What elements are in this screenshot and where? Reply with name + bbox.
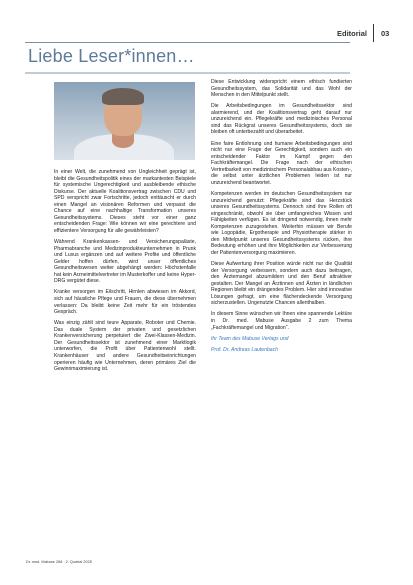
signature-line-1: Ihr Team des Mabuse Verlags und xyxy=(211,335,289,342)
paragraph: Die Arbeitsbedingungen im Gesundheitssektor sind alarmierend, und der Koalitionsvertrag geht darauf nur unzureichend ein. Pflegekräfte und medizinisches Personal sind das Rückgrat unseres Gesundheitssystems, doch sie bleiben oft unterbezahlt und überarbeitet. xyxy=(211,103,352,136)
paragraph: Kranke versorgen im Eilschritt, Hirnlen abwiesen im Akkord, sich auf häusliche Pflege und Frauen, die diese übernehmen verlassen: Da bleibt keine Zeit mehr für ein tröstendes Gespräch. xyxy=(54,289,196,316)
page-title: Liebe Leser*innen… xyxy=(28,46,195,66)
header-bar xyxy=(0,24,413,42)
paragraph: Kompetenzen werden im deutschen Gesundheitssystem nur unzureichend genutzt: Pflegekräfte sind das Herzstück unseres Gesundheitssystems. Dennoch sind ihre Rollen oft eingeschränkt, obwohl sie über umfangreiches Wissen und Fähigkeiten verfügen. Es ist dringend notwendig, ihnen mehr Kompetenzen zuzugestehen. Weiterhin müssen wir Berufe wie Logopädie, Ergotherapie und Physiotherapie stärker in den Mittelpunkt unseres Gesundheitssystems rücken, ihre Bedeutung erhöhen und ihre Möglichkeiten zur Verbesserung der Patientenversorgung maximieren. xyxy=(211,190,352,256)
left-column xyxy=(54,169,196,377)
paragraph: Während Krankenkassen- und Versicherungspaläste, Pharmabranche und Medizinprodukteunternehmen in Prunk und Luxus ergänzen und auf weitere Profite und öffentliche Gelder hoffen dürfen, wird unser öffentliches Gesundheitswesen weiter abgehängt werden: Höchstenfalle hat kein Arzneimittelvertreter im Musterkoffer und keine Hyper-DRG vergütet diese. xyxy=(54,239,196,285)
title-top-rule xyxy=(25,42,350,43)
page-number: 03 xyxy=(381,29,390,38)
paragraph: In einer Welt, die zunehmend von Ungleichheit geprägt ist, bleibt die Gesundheitspolitik eines der markantesten Beispiele für systemische Ungerechtigkeit und ausbleibende ethische Diskurse. Der aktuelle Koalitionsvertrag zwischen CDU und SPD verspricht zwar Fortschritte, jedoch enttäuscht er durch einen Mangel an visionären Reformen und verpasst die Chance auf eine nachhaltige Transformation unseres Gesundheitssystems. Dieses steht vor einer ganz entscheidenden Frage: Wie können wir eine gerechtere und effizientere Versorgung für alle gewährleisten? xyxy=(54,169,196,234)
header-divider xyxy=(373,24,374,42)
section-label: Editorial xyxy=(336,29,367,38)
paragraph: Eine faire Entlohnung und humane Arbeitsbedingungen sind nicht nur eine Frage der Gerechtigkeit, sondern auch ein entscheidender Faktor im Kampf gegen den Fachkräftemangel. Die Frage nach der ethischen Vertretbarkeit von medizinischem Personalabbau aus Kosten-, die selbst unter ärztlichen Problemen leiden ist nur unzureichend beantwortet. xyxy=(211,140,352,186)
photo-hair xyxy=(102,88,144,105)
author-photo xyxy=(54,82,195,160)
paragraph: Diese Aufwertung ihrer Position würde nicht nur die Qualität der Versorgung verbessern, sondern auch dazu beitragen, den Ärztemangel abzumildern und den Beruf attraktiver gestalten. Der Mangel an Ärztinnen und Ärzten in ländlichen Regionen bleibt ein drängendes Problem. Hier sind innovative Lösungen gefragt, um eine flächendeckende Versorgung sicherzustellen. Ungenutzte Chancen allenthalben. xyxy=(211,261,352,307)
paragraph: Was einzig zählt sind teure Apparate, Roboter und Chemie. Das duale System der privaten und gesetzlichen Krankenversicherung perpetuiert die Zwei-Klassen-Medizin. Der Gesundheitssektor ist zunehmend einer Marktlogik unterworfen, die Profit über Patientenwohl stellt. Krankenhäuser und andere Gesundheitseinrichtungen operieren häufig wie Unternehmen, deren primäres Ziel die Gewinnmaximierung ist. xyxy=(54,320,196,373)
footer-citation: Dr. med. Mabuse 268 · 2. Quartal 2025 xyxy=(26,560,92,564)
paragraph: Diese Entwicklung widerspricht einem ethisch fundierten Gesundheitssystem, das Solidarität und das Wohl der Menschen in den Mittelpunkt stellt. xyxy=(211,79,352,99)
signature-line-2: Prof. Dr. Andreas Lautenbach xyxy=(211,346,279,353)
paragraph: In diesem Sinne wünschen wir Ihnen eine spannende Lektüre in Dr. med. Mabuse Ausgabe 2 zum Thema „Fachkräftemangel und Migration“. xyxy=(211,311,352,331)
right-column xyxy=(211,79,352,358)
photo-collar xyxy=(112,134,134,148)
title-bottom-rule xyxy=(25,72,350,74)
